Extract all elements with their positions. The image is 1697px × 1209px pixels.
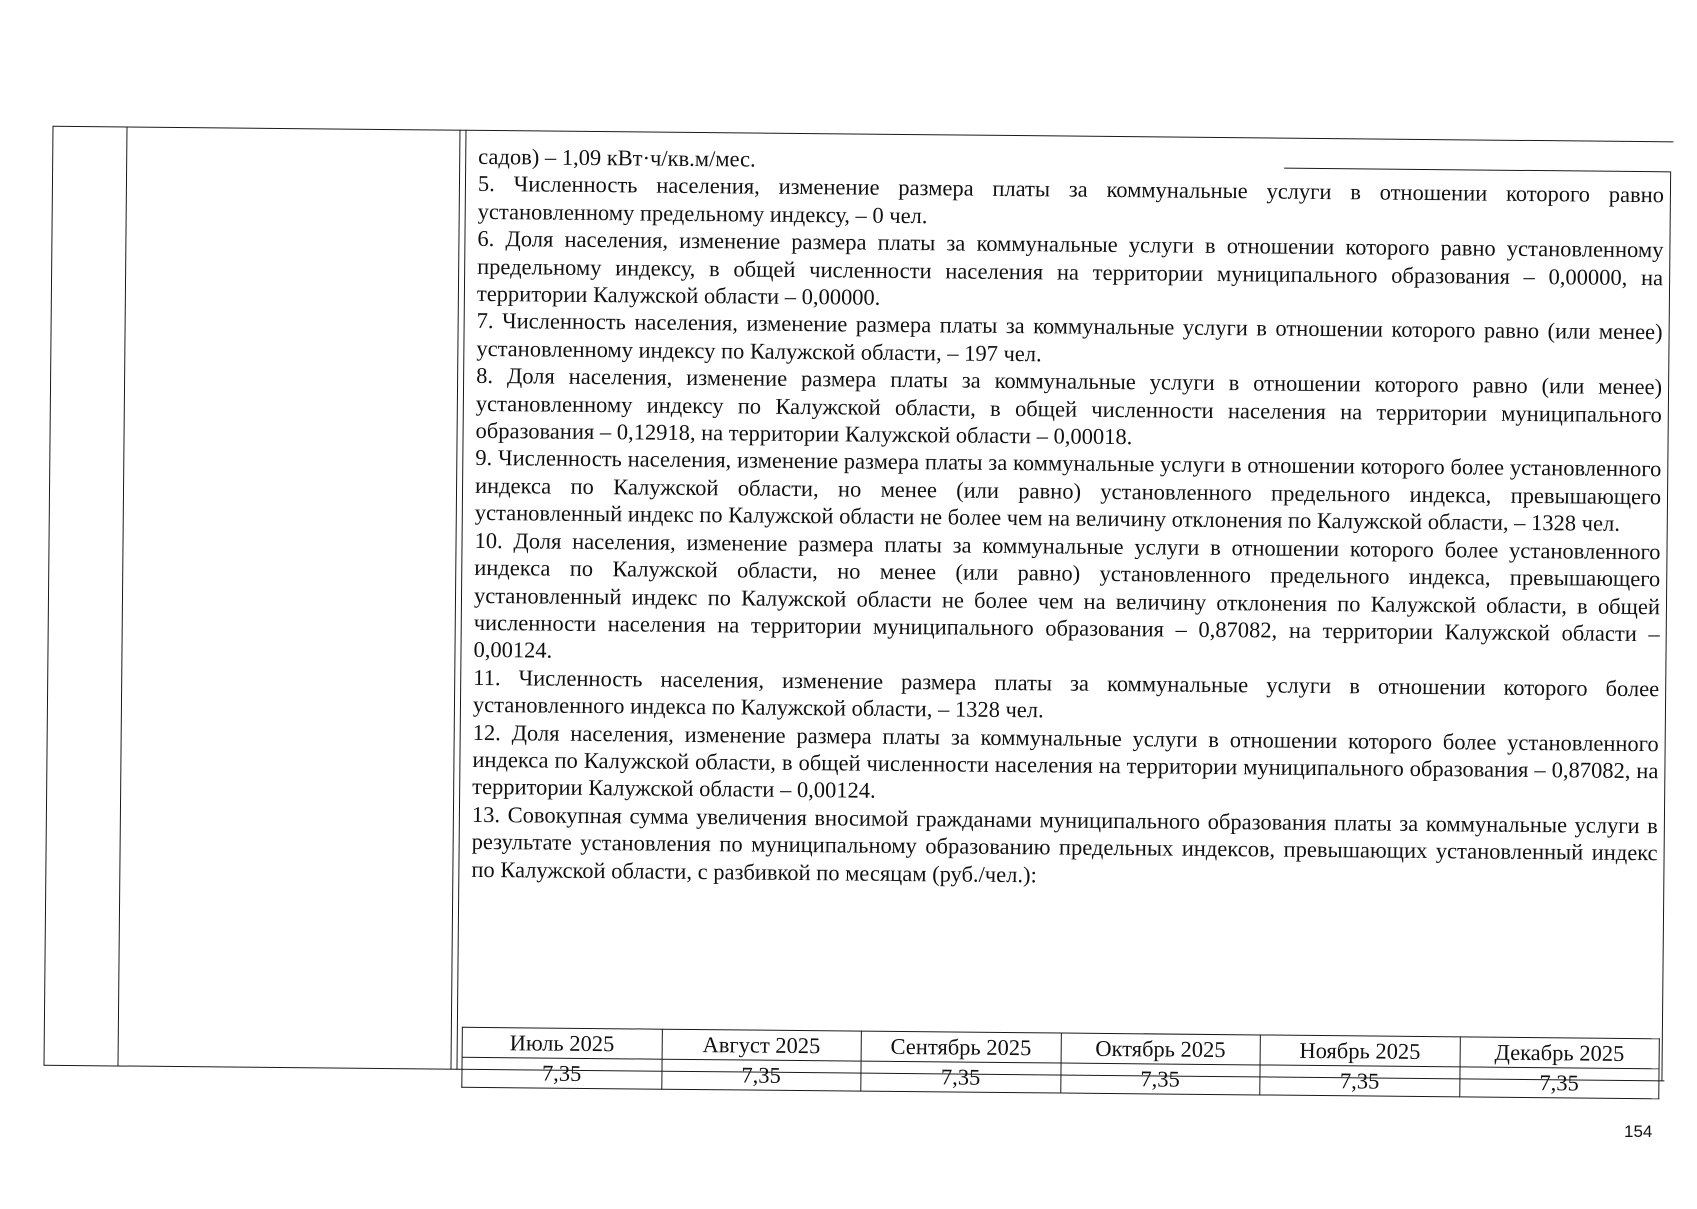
value-cell-october: 7,35: [1060, 1063, 1260, 1095]
value-cell-september: 7,35: [861, 1061, 1061, 1093]
paragraph-13: 13. Совокупная сумма увеличения вносимой гражданами муниципального образования платы за коммунальные услуги в результате установления по муниципальному образованию предельных индексов, превышающих установленный индекс по Калужской области, с разбивкой по месяцам (руб./чел.):: [471, 801, 1658, 887]
paragraph-9: 9. Численность населения, изменение размера платы за коммунальные услуги в отношении которого более установленного индекса по Калужской области, но менее (или равно) установленного предельного индекса, превышающего установленный индекс по Калужской области не более чем на величину отклонения по Калужской области, – 1328 чел.: [474, 445, 1662, 537]
paragraph-continuation: садов) – 1,09 кВт·ч/кв.м/мес.: [478, 143, 756, 172]
header-cell-october: Октябрь 2025: [1061, 1033, 1261, 1065]
paragraph-6: 6. Доля населения, изменение размера платы за коммунальные услуги в отношении которого равно установленному предельному индексу, в общей численности населения на территории муниципального образования – 0,00000, на территории Калужской области – 0,00000.: [476, 226, 1664, 310]
header-cell-august: Август 2025: [662, 1029, 862, 1061]
header-cell-november: Ноябрь 2025: [1260, 1035, 1460, 1067]
paragraph-12: 12. Доля населения, изменение размера платы за коммунальные услуги в отношении которого более установленного индекса по Калужской области, в общей численности населения на территории муниципального образования – 0,87082, на территории Калужской области – 0,00124.: [472, 719, 1659, 804]
value-cell-august: 7,35: [661, 1059, 861, 1091]
value-cell-july: 7,35: [462, 1057, 662, 1089]
paragraph-5: 5. Численность населения, изменение размера платы за коммунальные услуги в отношении которого равно установленному предельному индексу, – 0 чел.: [477, 171, 1665, 229]
paragraph-7: 7. Численность населения, изменение размера платы за коммунальные услуги в отношении которого равно (или менее) установленному индексу по Калужской области, – 197 чел.: [476, 308, 1663, 367]
paragraph-11: 11. Численность населения, изменение размера платы за коммунальные услуги в отношении которого более установленного индекса по Калужской области, – 1328 чел.: [472, 664, 1660, 723]
monthly-sum-table: [461, 1027, 1660, 1099]
header-cell-december: Декабрь 2025: [1460, 1037, 1660, 1069]
value-cell-november: 7,35: [1260, 1065, 1460, 1097]
paragraph-10: 10. Доля населения, изменение размера платы за коммунальные услуги в отношении которого более установленного индекса по Калужской области, но менее (или равно) установленного предельного индекса, превышающего установленный индекс по Калужской области не более чем на величину отклонения по Калужской области, в общей численности населения на территории муниципального образования – 0,87082, на территории Калужской области – 0,00124.: [473, 527, 1661, 663]
content-cell: [471, 143, 1664, 894]
page-number: 154: [1624, 1122, 1653, 1141]
header-cell-july: Июль 2025: [462, 1027, 662, 1059]
header-cell-september: Сентябрь 2025: [861, 1031, 1061, 1063]
paragraph-8: 8. Доля населения, изменение размера платы за коммунальные услуги в отношении которого равно (или менее) установленному индексу по Калужской области, в общей численности населения на территории муниципального образования – 0,12918, на территории Калужской области – 0,00018.: [475, 363, 1663, 450]
value-cell-december: 7,35: [1459, 1067, 1659, 1099]
